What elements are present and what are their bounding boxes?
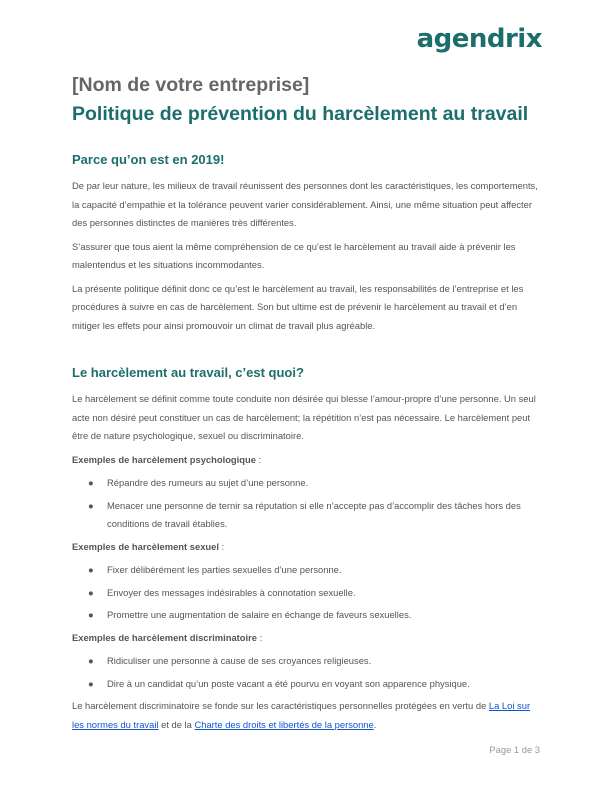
label-discriminatory: Exemples de harcèlement discriminatoire : bbox=[72, 631, 263, 643]
section-heading-2019: Parce qu’on est en 2019! bbox=[72, 152, 225, 167]
bullet-icon: ● bbox=[88, 564, 94, 575]
bullet-icon: ● bbox=[88, 586, 94, 598]
list-item: ● Fixer délibérément les parties sexuelles d’une personne. bbox=[72, 561, 542, 580]
list-item: ● Ridiculiser une personne à cause de ses croyances religieuses. bbox=[72, 652, 542, 671]
list-item: ● Envoyer des messages indésirables à connotation sexuelle. bbox=[72, 584, 542, 603]
bullet-icon: ● bbox=[88, 655, 94, 666]
label-psychological: Exemples de harcèlement psychologique : bbox=[72, 453, 262, 465]
bullet-icon: ● bbox=[88, 677, 94, 689]
label-sexual: Exemples de harcèlement sexuel : bbox=[72, 540, 225, 552]
list-item: ● Menacer une personne de ternir sa réputation si elle n’accepte pas d’accomplir des tâches hors des conditions de travail établies. bbox=[72, 497, 542, 534]
list-item: ● Répandre des rumeurs au sujet d’une personne. bbox=[72, 474, 542, 493]
list-discriminatory bbox=[72, 652, 542, 693]
bullet-icon: ● bbox=[88, 609, 94, 620]
paragraph-legal-basis: Le harcèlement discriminatoire se fonde sur les caractéristiques personnelles protégées en vertu de La Loi sur les normes du travail et de la Charte des droits et libertés de la personne. bbox=[72, 700, 531, 730]
paragraph-intro-1: De par leur nature, les milieux de travail réunissent des personnes dont les caractéristiques, les comportements, la capacité d’empathie et la tolérance peuvent varier considérablement. Ainsi, une même situation peut affecter des personnes distinctes de manières très différentes. bbox=[72, 180, 538, 228]
bullet-icon: ● bbox=[88, 499, 94, 511]
page-number: Page 1 de 3 bbox=[489, 744, 540, 755]
section-heading-definition: Le harcèlement au travail, c’est quoi? bbox=[72, 365, 304, 380]
paragraph-intro-3: La présente politique définit donc ce qu’est le harcèlement au travail, les responsabilités de l’entreprise et les procédures à suivre en cas de harcèlement. Son but ultime est de prévenir le harcèlement au travail et d’en mitiger les effets pour ainsi promouvoir un climat de travail plus agréable. bbox=[72, 282, 524, 331]
paragraph-intro-2: S’assurer que tous aient la même compréhension de ce qu’est le harcèlement au travail aide à prévenir les malentendus et les situations incommodantes. bbox=[72, 240, 516, 270]
bullet-icon: ● bbox=[88, 477, 94, 488]
agendrix-logo: agendrix bbox=[416, 24, 542, 54]
list-sexual bbox=[72, 561, 542, 625]
link-loi-normes-travail[interactable]: La Loi sur les normes du travail bbox=[72, 700, 531, 730]
list-item: ● Dire à un candidat qu’un poste vacant a été pourvu en voyant son apparence physique. bbox=[72, 675, 542, 694]
list-psychological bbox=[72, 474, 542, 534]
link-charte-droits-libertes[interactable]: Charte des droits et libertés de la personne bbox=[194, 718, 374, 730]
company-name-title: [Nom de votre entreprise] bbox=[72, 74, 310, 96]
list-item: ● Promettre une augmentation de salaire en échange de faveurs sexuelles. bbox=[72, 606, 542, 625]
document-body bbox=[72, 152, 542, 739]
policy-title: Politique de prévention du harcèlement au travail bbox=[72, 103, 529, 125]
paragraph-definition: Le harcèlement se définit comme toute conduite non désirée qui blesse l’amour-propre d’une personne. Un seul acte non désiré peut constituer un cas de harcèlement; la répétition n’est pas nécessaire. Le harcèlement peut être de nature psychologique, sexuel ou discriminatoire. bbox=[72, 393, 536, 441]
